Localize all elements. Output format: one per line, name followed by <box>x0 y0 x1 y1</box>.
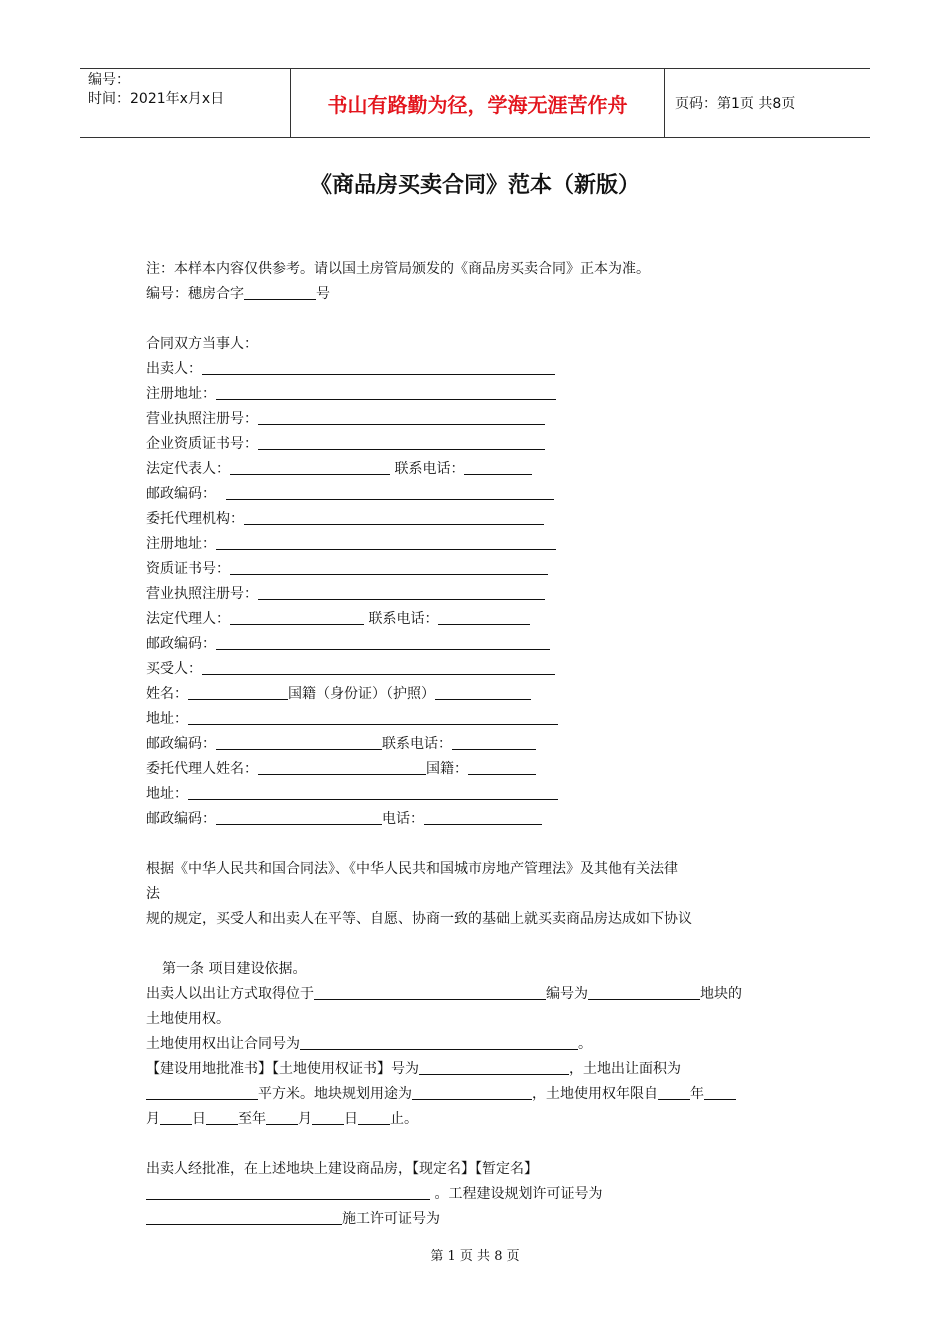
agency-reg-address-line <box>146 532 826 557</box>
document-body <box>146 257 826 1232</box>
article-1-heading: 第一条 项目建设依据。 <box>162 961 307 977</box>
legal-rep-phone-blank[interactable] <box>464 457 532 475</box>
contract-number-blank[interactable] <box>244 282 316 300</box>
document-header <box>80 68 870 138</box>
reg-address-blank[interactable] <box>216 382 556 400</box>
day-label: 日 <box>192 1111 206 1127</box>
parcel-suffix: 地块的 <box>700 986 742 1002</box>
agency-license-label: 营业执照注册号： <box>146 586 258 602</box>
buyer-postcode-blank[interactable] <box>216 732 382 750</box>
reg-address-line <box>146 382 826 407</box>
contract-number-line <box>146 282 826 307</box>
agency-blank[interactable] <box>244 507 544 525</box>
buyer-phone-blank[interactable] <box>452 732 536 750</box>
agency-postcode-line <box>146 632 826 657</box>
agent-name-line <box>146 757 826 782</box>
agency-legal-rep-label: 法定代理人： <box>146 611 230 627</box>
agency-phone-blank[interactable] <box>438 607 530 625</box>
note-line: 注：本样本内容仅供参考。请以国土房管局颁发的《商品房买卖合同》正本为准。 <box>146 261 650 277</box>
buyer-blank[interactable] <box>202 657 555 675</box>
qualification-blank[interactable] <box>258 432 545 450</box>
planning-permit-blank[interactable] <box>146 1207 342 1225</box>
parcel-number-blank[interactable] <box>588 982 700 1000</box>
land-purpose-label: 平方米。地块规划用途为 <box>258 1086 412 1102</box>
end-month-label: 月 <box>298 1111 312 1127</box>
buyer-postcode-label: 邮政编码： <box>146 736 216 752</box>
buyer-phone-label: 联系电话： <box>382 736 452 752</box>
agent-phone-label: 电话： <box>382 811 424 827</box>
agency-legal-rep-blank[interactable] <box>230 607 364 625</box>
agency-license-blank[interactable] <box>258 582 545 600</box>
postcode-blank[interactable] <box>226 482 554 500</box>
legal-rep-phone-label: 联系电话： <box>394 461 465 477</box>
header-page-info: 页码：第1页 共8页 <box>675 96 796 112</box>
agent-nationality-blank[interactable] <box>468 757 536 775</box>
to-label: 至年 <box>238 1111 266 1127</box>
buyer-address-blank[interactable] <box>188 707 558 725</box>
agency-qualification-label: 资质证书号： <box>146 561 230 577</box>
agent-address-line <box>146 782 826 807</box>
agency-legal-rep-line <box>146 607 826 632</box>
planning-permit-label: 。工程建设规划许可证号为 <box>434 1186 603 1202</box>
buyer-name-line <box>146 682 826 707</box>
construction-permit-line <box>146 1207 826 1232</box>
legal-rep-label: 法定代表人： <box>146 461 230 477</box>
end-month-blank[interactable] <box>266 1107 298 1125</box>
agency-reg-address-blank[interactable] <box>216 532 556 550</box>
contract-number-prefix: 编号：穗房合字 <box>146 286 244 302</box>
agent-postcode-label: 邮政编码： <box>146 811 216 827</box>
preamble-line-1: 根据《中华人民共和国合同法》、《中华人民共和国城市房地产管理法》及其他有关法律 <box>146 861 678 877</box>
end-label: 止。 <box>390 1111 418 1127</box>
header-meta <box>80 69 291 137</box>
end-blank[interactable] <box>358 1107 390 1125</box>
agent-name-label: 委托代理人姓名： <box>146 761 258 777</box>
preamble-line-3: 规的规定，买受人和出卖人在平等、自愿、协商一致的基础上就买卖商品房达成如下协议 <box>146 911 692 927</box>
agent-address-label: 地址： <box>146 786 188 802</box>
agency-qualification-blank[interactable] <box>230 557 548 575</box>
page-footer: 第 1 页 共 8 页 <box>430 1249 520 1264</box>
buyer-label: 买受人： <box>146 661 202 677</box>
land-area-blank[interactable] <box>146 1082 258 1100</box>
contract-number-suffix: 号 <box>316 286 330 302</box>
project-name-blank[interactable] <box>146 1182 430 1200</box>
agent-postcode-line <box>146 807 826 832</box>
agency-postcode-label: 邮政编码： <box>146 636 216 652</box>
land-term-label: ，土地使用权年限自 <box>532 1086 658 1102</box>
land-use-right-line: 土地使用权。 <box>146 1011 230 1027</box>
agency-qualification-line <box>146 557 826 582</box>
end-day-blank[interactable] <box>312 1107 344 1125</box>
qualification-label: 企业资质证书号： <box>146 436 258 452</box>
transfer-contract-end: 。 <box>578 1036 592 1052</box>
postcode-label: 邮政编码： <box>146 486 216 502</box>
buyer-nationality-label: 国籍（身份证）（护照） <box>288 686 435 702</box>
buyer-name-blank[interactable] <box>188 682 288 700</box>
buyer-postcode-line <box>146 732 826 757</box>
parties-heading: 合同双方当事人： <box>146 336 258 352</box>
agency-line <box>146 507 826 532</box>
end-day-label: 日 <box>344 1111 358 1127</box>
start-year-blank[interactable] <box>658 1082 690 1100</box>
project-name-line: 出卖人经批准，在上述地块上建设商品房，【现定名】【暂定名】 <box>146 1161 538 1177</box>
agency-phone-label: 联系电话： <box>368 611 439 627</box>
seller-line <box>146 357 826 382</box>
buyer-name-label: 姓名： <box>146 686 188 702</box>
start-month-blank[interactable] <box>704 1082 736 1100</box>
month-label: 月 <box>146 1111 160 1127</box>
agency-label: 委托代理机构： <box>146 511 244 527</box>
article-1-location-line <box>146 982 826 1007</box>
business-license-blank[interactable] <box>258 407 545 425</box>
document-title: 《商品房买卖合同》范本（新版） <box>309 173 640 198</box>
header-motto: 书山有路勤为径，学海无涯苦作舟 <box>291 69 665 137</box>
location-prefix: 出卖人以出让方式取得位于 <box>146 986 314 1002</box>
buyer-nationality-blank[interactable] <box>435 682 531 700</box>
transfer-contract-blank[interactable] <box>300 1032 578 1050</box>
agency-license-line <box>146 582 826 607</box>
land-area-line <box>146 1082 826 1107</box>
business-license-label: 营业执照注册号： <box>146 411 258 427</box>
time-label: 时间：2021年x月x日 <box>88 91 225 107</box>
agency-postcode-blank[interactable] <box>216 632 550 650</box>
transfer-contract-label: 土地使用权出让合同号为 <box>146 1036 300 1052</box>
number-label: 编号： <box>88 72 130 88</box>
construction-permit-label: 施工许可证号为 <box>342 1211 440 1227</box>
seller-blank[interactable] <box>202 357 555 375</box>
location-blank[interactable] <box>314 982 546 1000</box>
buyer-address-label: 地址： <box>146 711 188 727</box>
seller-label: 出卖人： <box>146 361 202 377</box>
land-certificate-blank[interactable] <box>419 1057 569 1075</box>
postcode-line <box>146 482 826 507</box>
year-label: 年 <box>690 1086 704 1102</box>
preamble-line-2: 法 <box>146 886 160 902</box>
land-purpose-blank[interactable] <box>412 1082 532 1100</box>
agent-name-blank[interactable] <box>258 757 426 775</box>
legal-rep-line <box>146 457 826 482</box>
start-day-blank[interactable] <box>160 1107 192 1125</box>
agent-nationality-label: 国籍： <box>426 761 468 777</box>
agency-reg-address-label: 注册地址： <box>146 536 216 552</box>
transfer-contract-line <box>146 1032 826 1057</box>
agent-phone-blank[interactable] <box>424 807 542 825</box>
legal-rep-blank[interactable] <box>230 457 390 475</box>
reg-address-label: 注册地址： <box>146 386 216 402</box>
end-year-blank[interactable] <box>206 1107 238 1125</box>
agent-address-blank[interactable] <box>188 782 558 800</box>
agent-postcode-blank[interactable] <box>216 807 382 825</box>
land-term-line <box>146 1107 826 1132</box>
planning-permit-line <box>146 1182 826 1207</box>
qualification-line <box>146 432 826 457</box>
business-license-line <box>146 407 826 432</box>
land-certificate-line <box>146 1057 826 1082</box>
land-certificate-label: 【建设用地批准书】【土地使用权证书】号为 <box>146 1061 419 1077</box>
buyer-address-line <box>146 707 826 732</box>
parcel-number-label: 编号为 <box>546 986 588 1002</box>
land-area-label: ，土地出让面积为 <box>569 1061 681 1077</box>
buyer-line <box>146 657 826 682</box>
